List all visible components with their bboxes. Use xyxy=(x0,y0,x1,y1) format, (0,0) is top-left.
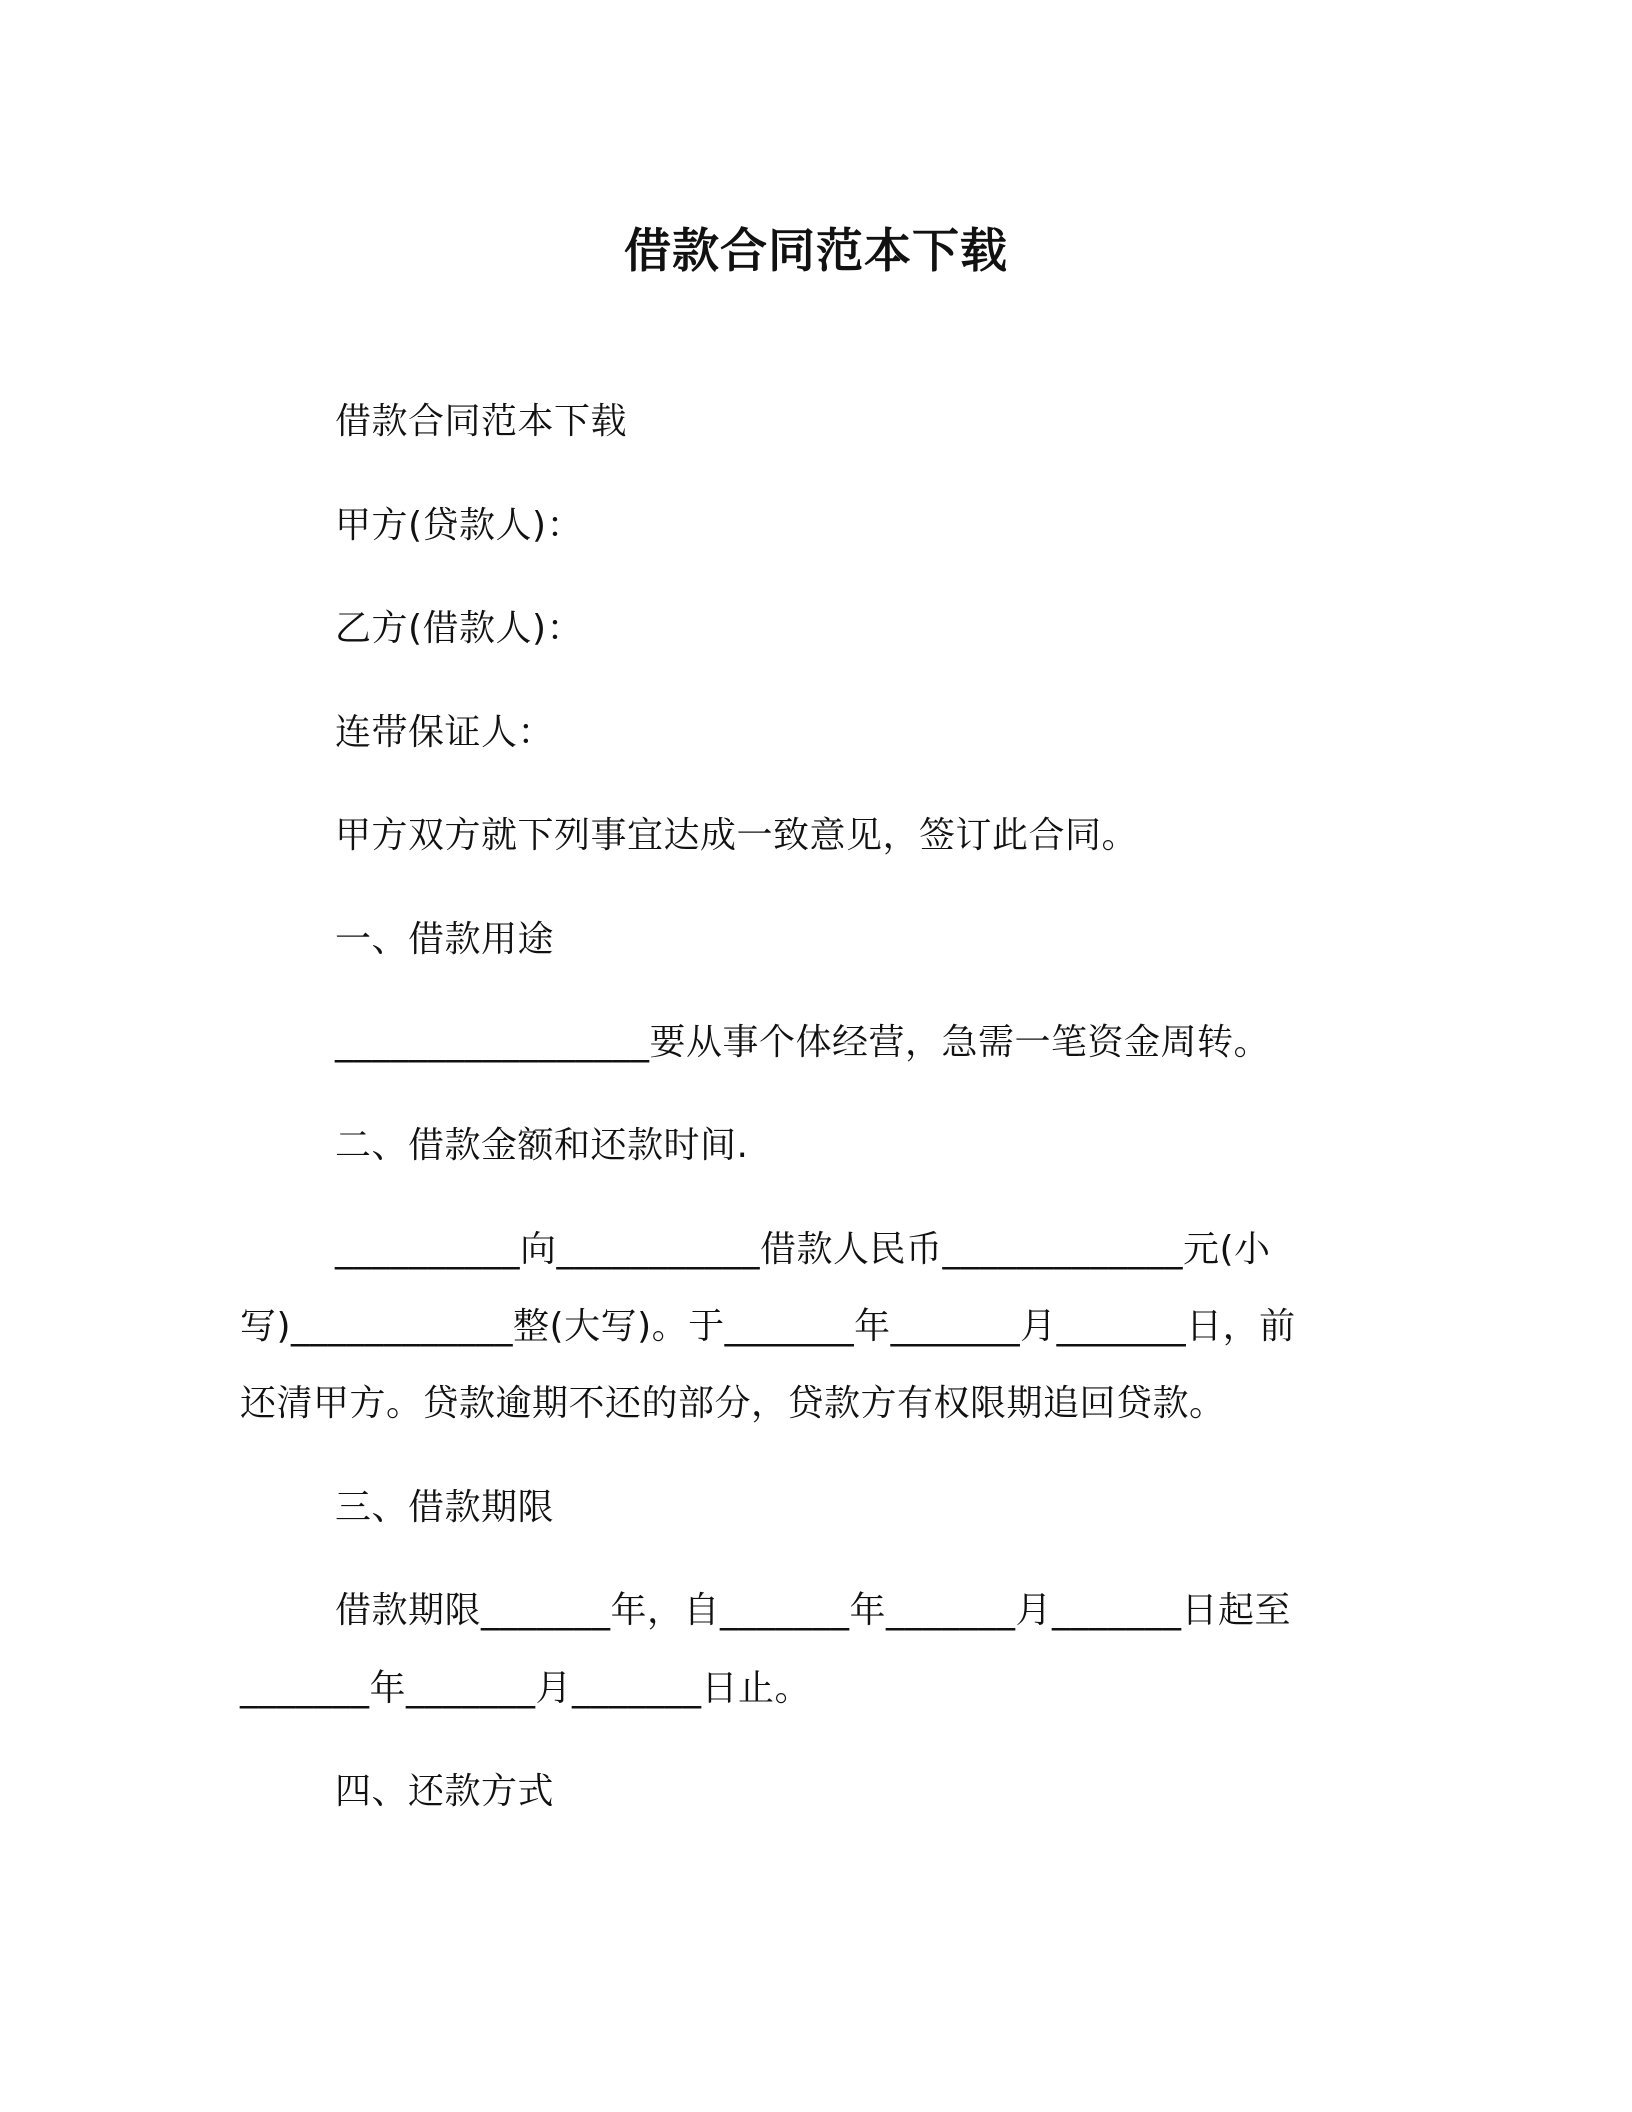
amount-line-1: __________向___________借款人民币_____________元(小 xyxy=(335,1229,1271,1270)
section-heading-amount: 二、借款金额和还款时间. xyxy=(335,1125,749,1166)
subtitle-line: 借款合同范本下载 xyxy=(335,401,628,442)
lender-line: 甲方(贷款人)： xyxy=(335,505,584,546)
amount-line-3: 还清甲方。贷款逾期不还的部分，贷款方有权限期追回贷款。 xyxy=(240,1383,1226,1424)
term-line-2: _______年_______月_______日止。 xyxy=(240,1668,812,1709)
document-title: 借款合同范本下载 xyxy=(624,224,1008,279)
borrower-line: 乙方(借款人)： xyxy=(335,608,584,649)
term-line-1: 借款期限_______年，自_______年_______月_______日起至 xyxy=(335,1590,1292,1631)
agreement-intro-line: 甲方双方就下列事宜达成一致意见，签订此合同。 xyxy=(335,815,1139,856)
purpose-line: _________________要从事个体经营，急需一笔资金周转。 xyxy=(335,1022,1271,1063)
guarantor-line: 连带保证人： xyxy=(335,712,555,753)
section-heading-term: 三、借款期限 xyxy=(335,1487,555,1528)
section-heading-repayment: 四、还款方式 xyxy=(335,1771,555,1812)
section-heading-purpose: 一、借款用途 xyxy=(335,919,555,960)
amount-line-2: 写)____________整(大写)。于_______年_______月_______日，前 xyxy=(240,1306,1296,1347)
